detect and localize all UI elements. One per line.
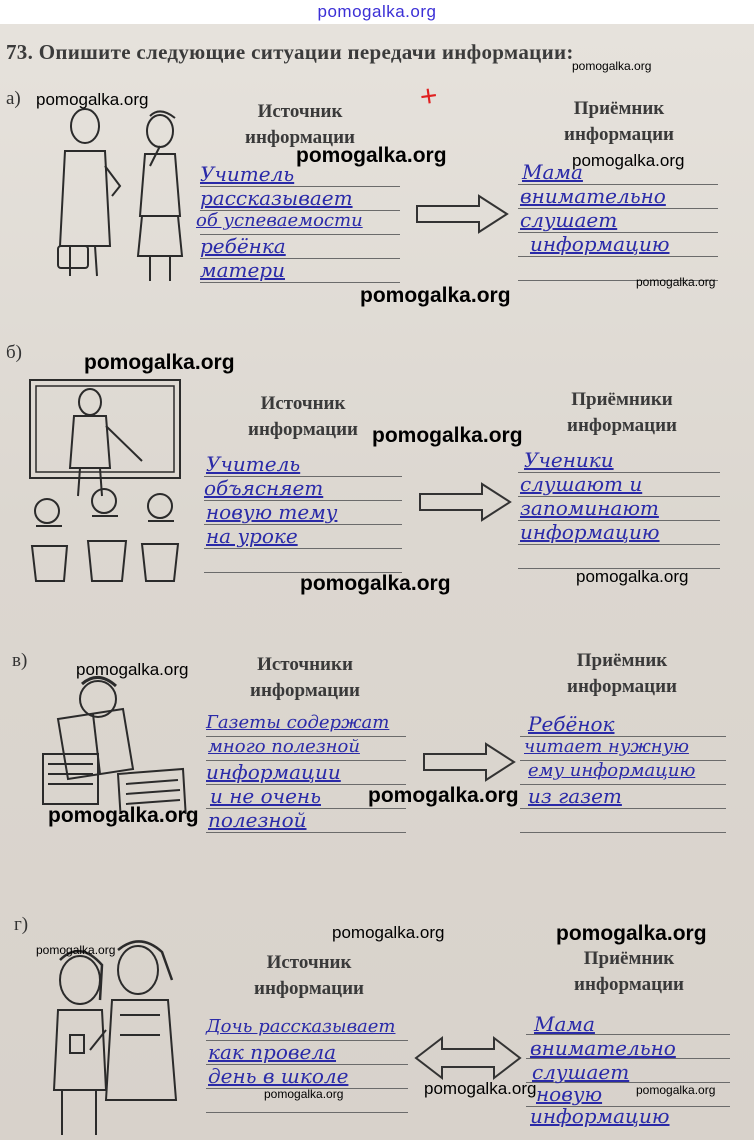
section-c-receiver-line-2: читает нужную xyxy=(524,736,689,757)
section-c-letter: в) xyxy=(12,650,28,671)
watermark: pomogalka.org xyxy=(636,275,716,289)
section-a-source-line-3: об успеваемости xyxy=(196,210,363,231)
newspaper-reader-illustration xyxy=(38,674,193,814)
right-arrow-icon xyxy=(418,480,514,524)
watermark: pomogalka.org xyxy=(48,804,199,827)
section-c-receiver-header: Приёмник информации xyxy=(567,650,677,697)
section-a-receiver-header: Приёмник информации xyxy=(564,98,674,145)
section-b-receiver-line-3: запоминают xyxy=(520,496,659,520)
section-b-letter: б) xyxy=(6,342,22,363)
double-arrow-icon xyxy=(414,1034,524,1082)
section-c-source-line-2: много полезной xyxy=(208,736,360,757)
section-c-source-header: Источники информации xyxy=(250,654,360,701)
textbook-page xyxy=(0,24,754,1140)
section-d-receiver-line-2: внимательно xyxy=(530,1036,676,1060)
section-a-source-line-5: матери xyxy=(200,258,285,282)
section-d-letter: г) xyxy=(14,914,29,935)
section-d-receiver-header: Приёмник информации xyxy=(574,948,684,995)
task-title: Опишите следующие ситуации передачи информации: xyxy=(38,40,574,64)
watermark: pomogalka.org xyxy=(572,59,652,73)
section-a-source-line-1: Учитель xyxy=(200,162,295,186)
right-arrow-icon xyxy=(415,192,511,236)
section-b-source-header: Источник информации xyxy=(248,393,358,440)
section-c-source-line-3: информации xyxy=(206,760,341,784)
watermark-header[interactable]: pomogalka.org xyxy=(317,2,437,21)
section-c-receiver-line-3: ему информацию xyxy=(528,760,696,781)
section-b-receiver-line-1: Ученики xyxy=(524,448,614,472)
section-d-receiver-line-5: информацию xyxy=(530,1104,670,1128)
section-a-receiver-line-3: слушает xyxy=(520,208,618,232)
watermark: pomogalka.org xyxy=(576,567,689,586)
watermark: pomogalka.org xyxy=(424,1079,537,1098)
section-b-source-line-1: Учитель xyxy=(206,452,301,476)
task-number: 73. xyxy=(6,40,34,64)
watermark: pomogalka.org xyxy=(300,572,451,595)
section-a-letter: а) xyxy=(6,88,21,109)
section-b-source-line-2: объясняет xyxy=(204,476,324,500)
section-d-source-line-3: день в школе xyxy=(208,1064,349,1088)
section-c-receiver-line-4: из газет xyxy=(528,784,622,808)
section-b-receiver-line-4: информацию xyxy=(520,520,660,544)
section-a-source-header: Источник информации xyxy=(245,101,355,148)
section-a-source-line-2: рассказывает xyxy=(200,186,353,210)
teacher-mark: + xyxy=(417,78,440,115)
section-a-receiver-line-1: Мама xyxy=(522,160,583,184)
right-arrow-icon xyxy=(422,740,518,784)
watermark: pomogalka.org xyxy=(84,351,235,374)
section-a-source-line-4: ребёнка xyxy=(200,234,286,258)
section-b-source-line-3: новую тему xyxy=(206,500,338,524)
watermark: pomogalka.org xyxy=(636,1083,716,1097)
watermark: pomogalka.org xyxy=(36,943,116,957)
task-heading xyxy=(6,40,574,65)
watermark: pomogalka.org xyxy=(332,923,445,942)
watermark: pomogalka.org xyxy=(36,90,149,109)
section-d-receiver-line-4: новую xyxy=(536,1082,603,1106)
teacher-mother-illustration xyxy=(40,106,190,286)
section-c-source-line-5: полезной xyxy=(208,808,307,832)
section-b-receiver-header: Приёмники информации xyxy=(567,389,677,436)
section-d-source-header: Источник информации xyxy=(254,952,364,999)
watermark: pomogalka.org xyxy=(556,922,707,945)
section-b-receiver-line-2: слушают и xyxy=(520,472,643,496)
section-b-source-line-4: на уроке xyxy=(206,524,298,548)
watermark: pomogalka.org xyxy=(572,151,685,170)
section-d-source-line-2: как провела xyxy=(208,1040,337,1064)
watermark: pomogalka.org xyxy=(368,784,519,807)
section-a-receiver-line-4: информацию xyxy=(530,232,670,256)
section-d-source-line-1: Дочь рассказывает xyxy=(206,1016,396,1037)
section-d-receiver-line-3: слушает xyxy=(532,1060,630,1084)
watermark: pomogalka.org xyxy=(264,1087,344,1101)
section-c-source-line-1: Газеты содержат xyxy=(206,712,390,733)
section-c-source-line-4: и не очень xyxy=(210,784,321,808)
section-a-receiver-line-2: внимательно xyxy=(520,184,666,208)
daughter-mother-illustration xyxy=(40,940,190,1140)
watermark: pomogalka.org xyxy=(76,660,189,679)
watermark: pomogalka.org xyxy=(372,424,523,447)
watermark: pomogalka.org xyxy=(360,284,511,307)
classroom-illustration xyxy=(22,376,192,591)
section-d-receiver-line-1: Мама xyxy=(534,1012,595,1036)
watermark: pomogalka.org xyxy=(296,144,447,167)
section-c-receiver-line-1: Ребёнок xyxy=(528,712,615,736)
